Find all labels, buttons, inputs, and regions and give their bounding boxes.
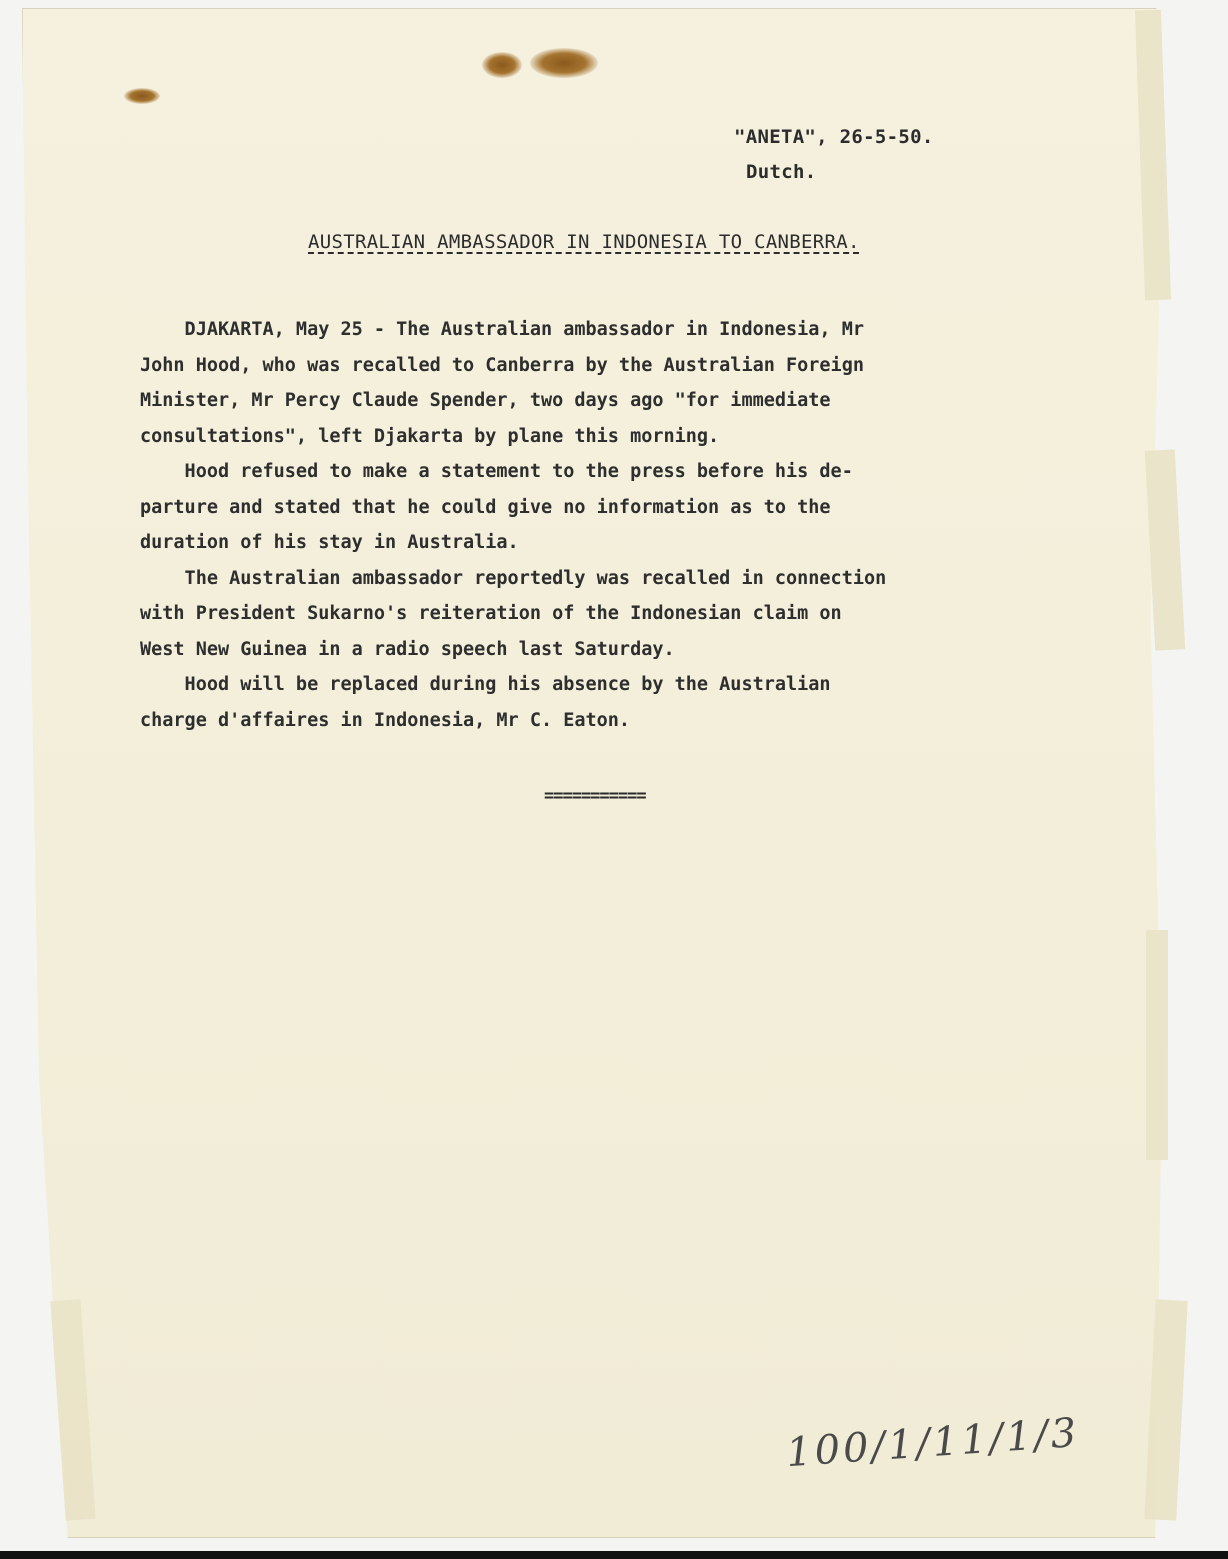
body-line: DJAKARTA, May 25 - The Australian ambassador in Indonesia, Mr xyxy=(140,319,864,340)
scan-border xyxy=(0,1551,1228,1559)
source-language: Dutch. xyxy=(746,161,817,183)
body-line: Hood refused to make a statement to the press before his de- xyxy=(140,461,853,482)
body-line: Hood will be replaced during his absence by the Australian xyxy=(140,674,831,695)
headline: AUSTRALIAN AMBASSADOR IN INDONESIA TO CANBERRA. xyxy=(308,231,860,253)
body-line: West New Guinea in a radio speech last Saturday. xyxy=(140,638,675,660)
body-line: The Australian ambassador reportedly was recalled in connection xyxy=(140,567,887,589)
end-divider: =========== xyxy=(544,786,646,806)
handwritten-file-reference: 100/1/11/1/3 xyxy=(784,1409,1081,1477)
body-line: duration of his stay in Australia. xyxy=(140,532,519,553)
body-line: Minister, Mr Percy Claude Spender, two days ago "for immediate xyxy=(140,390,831,411)
source-reference: "ANETA", 26-5-50. xyxy=(734,126,934,148)
rust-stain xyxy=(530,48,598,78)
rust-stain xyxy=(482,52,522,78)
tape-strip xyxy=(1145,449,1185,650)
body-line: John Hood, who was recalled to Canberra by the Australian Foreign xyxy=(140,354,864,376)
body-line: with President Sukarno's reiteration of the Indonesian claim on xyxy=(140,603,842,624)
body-line: charge d'affaires in Indonesia, Mr C. Eaton. xyxy=(140,709,631,731)
rust-stain xyxy=(124,88,160,104)
tape-strip xyxy=(1146,930,1168,1160)
body-line: consultations", left Djakarta by plane this morning. xyxy=(140,425,720,447)
body-line: parture and stated that he could give no information as to the xyxy=(140,496,831,518)
article-body xyxy=(140,312,1040,738)
